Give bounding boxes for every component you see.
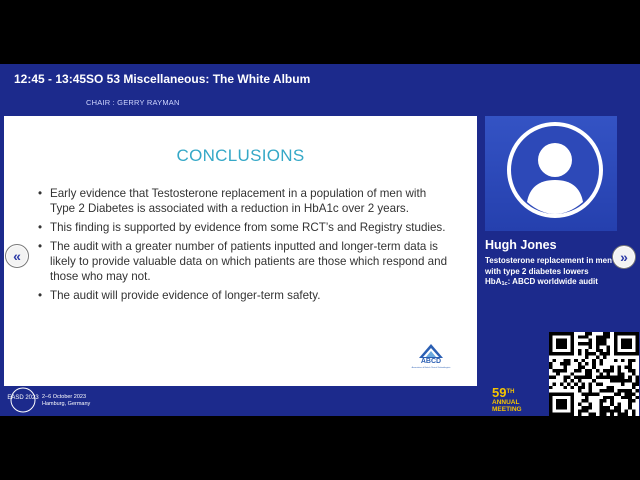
user-avatar-icon: [505, 120, 605, 220]
slide-bullet: • Early evidence that Testosterone replacement in a population of men with Type 2 Diabetes is associated with a reduction in HbA1c over 2 years.: [38, 186, 453, 216]
talk-title-line: HbA$_{1c}$: ABCD worldwide audit: [485, 277, 598, 287]
double-chevron-right-icon: »: [620, 249, 628, 265]
conference-dates: 2–6 October 2023 Hamburg, Germany: [42, 394, 91, 407]
previous-slide-button[interactable]: [5, 244, 29, 268]
slide-bullet: • The audit will provide evidence of longer-term safety.: [38, 288, 453, 303]
speaker-photo-panel: [485, 116, 617, 231]
talk-title-line: Testosterone replacement in men: [485, 256, 612, 265]
session-time: 12:45 - 13:45: [14, 72, 87, 86]
speaker-name: Hugh Jones: [485, 238, 557, 252]
slide-bullet: • This finding is supported by evidence from some RCT’s and Registry studies.: [38, 220, 453, 235]
slide-bullet: • The audit with a greater number of patients inputted and longer-term data is likely to provide valuable data on which patients are those which respond and those who may not.: [38, 239, 453, 284]
session-chair: CHAIR : GERRY RAYMAN: [86, 98, 180, 107]
easd-logo-text: EASD 2023: [7, 395, 39, 401]
annual-meeting-badge: 59TH ANNUAL MEETING: [492, 385, 522, 413]
abcd-logo: [406, 343, 456, 369]
double-chevron-left-icon: «: [13, 248, 21, 264]
video-stage: [0, 64, 640, 416]
talk-title-line: with type 2 diabetes lowers: [485, 266, 589, 276]
talk-title: [485, 256, 625, 290]
abcd-logo-text: ABCD: [420, 358, 442, 365]
qr-code: [549, 332, 639, 416]
slide-bullet-list: [38, 186, 453, 307]
presentation-slide: [4, 116, 477, 386]
next-slide-button[interactable]: [612, 245, 636, 269]
session-title: SO 53 Miscellaneous: The White Album: [86, 72, 311, 86]
easd-logo: [7, 387, 39, 413]
abcd-logo-subtext: Association of British Clinical Diabetologists: [411, 367, 451, 369]
slide-title: CONCLUSIONS: [176, 146, 305, 165]
